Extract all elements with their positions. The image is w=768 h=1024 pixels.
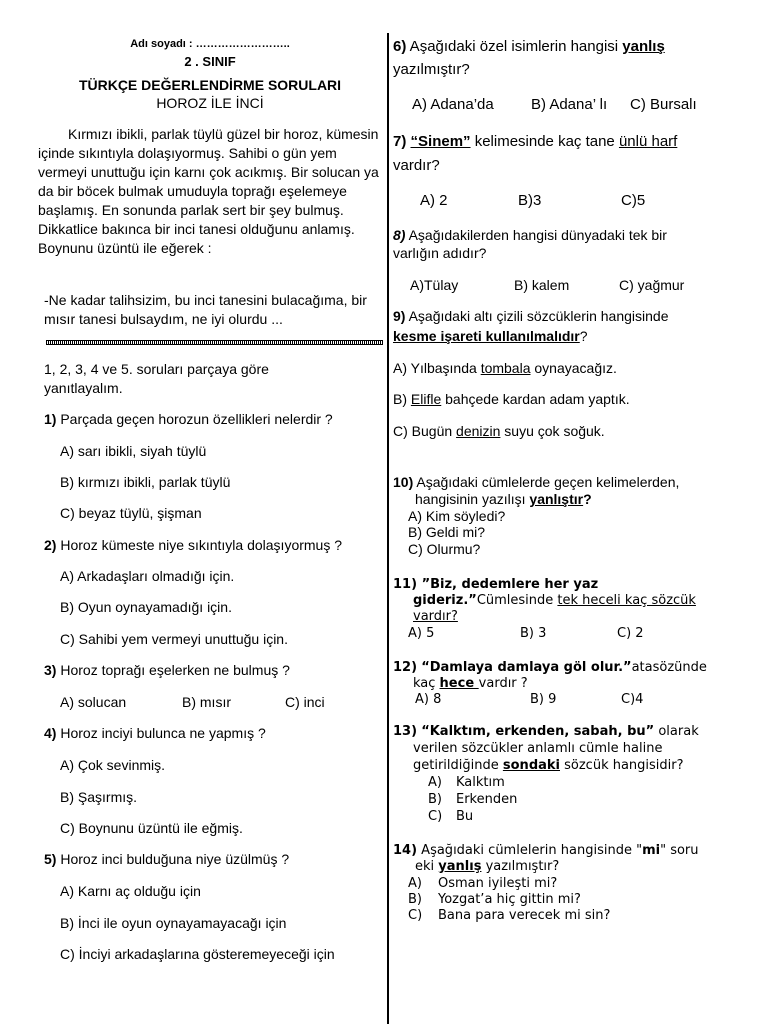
question-14: 14) Aşağıdaki cümlelerin hangisinde "mi" soru [393,843,699,858]
question-3: 3) Horoz toprağı eşelerken ne bulmuş ? [44,662,290,678]
q13-option-c[interactable]: C) Bu [428,809,474,824]
question-8-line2: varlığın adıdır? [393,245,487,261]
q13-option-a[interactable]: A) Kalktım [428,775,505,790]
question-13: 13) “Kalktım, erkenden, sabah, bu” olarak [393,724,699,739]
q4-option-c[interactable]: C) Boynunu üzüntü ile eğmiş. [60,820,243,836]
question-10: 10) Aşağıdaki cümlelerde geçen kelimelerden, [393,474,680,490]
q11-option-a[interactable]: A) 5 [408,626,435,641]
q1-option-b[interactable]: B) kırmızı ibikli, parlak tüylü [60,474,231,490]
q14-option-c[interactable]: C) Bana para verecek mi sin? [408,908,611,923]
q6-option-c[interactable]: C) Bursalı [630,96,697,113]
dotted-separator [46,340,383,345]
question-11: 11) ”Biz, dedemlere her yaz [393,577,599,592]
q5-option-b[interactable]: B) İnci ile oyun oynayamayacağı için [60,915,287,931]
question-7: 7) “Sinem” kelimesinde kaç tane ünlü harf [393,133,678,150]
q8-option-b[interactable]: B) kalem [514,277,570,293]
story-paragraph: Kırmızı ibikli, parlak tüylü güzel bir horoz, kümesin içinde sıkıntıyla dolaşıyormuş. Sahibi o gün yem vermeyi unuttuğu için karnı çok acıkmış. Bir solucan ya da bir böcek bulmak umuduyla toprağı eşelemeye başlamış. En sonunda parlak sert bir şey bulmuş. Dikkatlice bakınca bir inci tanesi olduğunu anlamış. Boynunu üzüntü ile eğerek : [38,126,379,256]
question-11-line3: vardır? [413,609,458,624]
q3-option-a[interactable]: A) solucan [60,694,127,710]
question-8: 8) Aşağıdakilerden hangisi dünyadaki tek bir [393,227,667,243]
q6-option-a[interactable]: A) Adana’da [412,96,494,113]
question-12-line2: kaç hece vardır ? [413,676,528,691]
q5-option-c[interactable]: C) İnciyi arkadaşlarına gösteremeyeceği için [60,946,335,962]
instruction-text: 1, 2, 3, 4 ve 5. soruları parçaya göre yanıtlayalım. [44,361,269,396]
q10-option-c[interactable]: C) Olurmu? [408,541,481,557]
name-line: Adı soyadı : …………………….. [130,38,290,50]
q6-option-b[interactable]: B) Adana’ lı [531,96,608,113]
q3-option-b[interactable]: B) mısır [182,694,231,710]
q11-option-b[interactable]: B) 3 [520,626,547,641]
q2-option-b[interactable]: B) Oyun oynayamadığı için. [60,599,232,615]
q1-option-a[interactable]: A) sarı ibikli, siyah tüylü [60,443,207,459]
q2-option-a[interactable]: A) Arkadaşları olmadığı için. [60,568,235,584]
q9-option-c[interactable]: C) Bugün denizin suyu çok soğuk. [393,423,605,439]
q12-option-a[interactable]: A) 8 [415,692,442,707]
question-13-line2: verilen sözcükler anlamlı cümle haline [413,741,663,756]
question-6-line2: yazılmıştır? [393,61,470,78]
q10-option-a[interactable]: A) Kim söyledi? [408,508,506,524]
question-7-line2: vardır? [393,157,440,174]
q9-option-b[interactable]: B) Elifle bahçede kardan adam yaptık. [393,391,630,407]
page-title: TÜRKÇE DEĞERLENDİRME SORULARI [78,77,342,93]
question-5: 5) Horoz inci bulduğuna niye üzülmüş ? [44,851,290,867]
q14-option-a[interactable]: A) Osman iyileşti mi? [408,876,558,891]
q11-option-c[interactable]: C) 2 [617,626,644,641]
column-divider [387,33,389,1024]
question-6: 6) Aşağıdaki özel isimlerin hangisi yanlış [393,38,665,55]
question-9: 9) Aşağıdaki altı çizili sözcüklerin hangisinde [393,308,669,324]
question-2: 2) Horoz kümeste niye sıkıntıyla dolaşıyormuş ? [44,537,343,553]
q2-option-c[interactable]: C) Sahibi yem vermeyi unuttuğu için. [60,631,288,647]
q8-option-c[interactable]: C) yağmur [619,277,685,293]
q7-option-a[interactable]: A) 2 [420,192,448,209]
q9-option-a[interactable]: A) Yılbaşında tombala oynayacağız. [393,360,617,376]
q4-option-b[interactable]: B) Şaşırmış. [60,789,138,805]
grade-label: 2 . SINIF [184,54,236,69]
q13-option-b[interactable]: B) Erkenden [428,792,518,807]
q12-option-c[interactable]: C)4 [621,692,644,707]
q10-option-b[interactable]: B) Geldi mi? [408,524,486,540]
q8-option-a[interactable]: A)Tülay [410,277,459,293]
question-4: 4) Horoz inciyi bulunca ne yapmış ? [44,725,266,741]
question-13-line3: getirildiğinde sondaki sözcük hangisidir? [413,758,684,773]
q1-option-c[interactable]: C) beyaz tüylü, şişman [60,505,202,521]
question-11-line2: gideriz.”Cümlesinde tek heceli kaç sözcük [413,593,696,608]
story-quote: -Ne kadar talihsizim, bu inci tanesini bulacağıma, bir mısır tanesi bulsaydım, ne iyi olurdu ... [44,292,367,327]
question-14-line2: eki yanlış yazılmıştır? [415,859,560,874]
question-9-line2: kesme işareti kullanılmalıdır? [393,328,588,344]
question-12: 12) “Damlaya damlaya göl olur.”atasözünde [393,660,707,675]
q12-option-b[interactable]: B) 9 [530,692,557,707]
story-title: HOROZ İLE İNCİ [156,95,264,111]
q14-option-b[interactable]: B) Yozgat’a hiç gittin mi? [408,892,581,907]
q5-option-a[interactable]: A) Karnı aç olduğu için [60,883,201,899]
q7-option-c[interactable]: C)5 [621,192,646,209]
question-10-line2: hangisinin yazılışı yanlıştır? [415,491,592,507]
q4-option-a[interactable]: A) Çok sevinmiş. [60,757,166,773]
q7-option-b[interactable]: B)3 [518,192,542,209]
question-1: 1) Parçada geçen horozun özellikleri nelerdir ? [44,411,333,427]
q3-option-c[interactable]: C) inci [285,694,325,710]
